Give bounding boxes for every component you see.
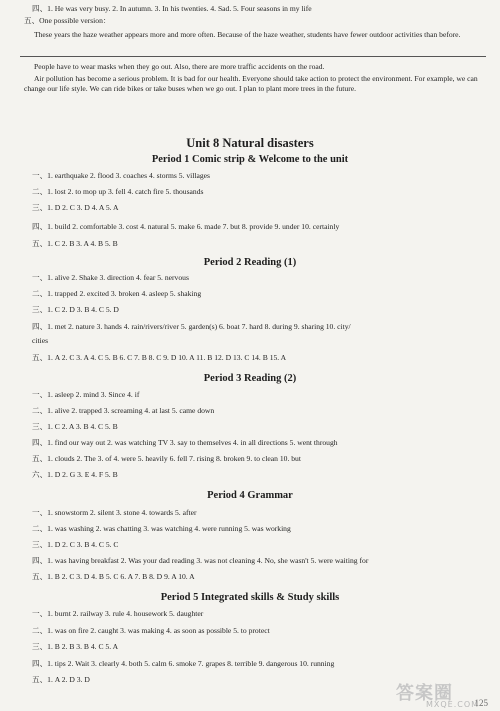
- p4-answer-1: 一、1. snowstorm 2. silent 3. stone 4. towards 5. after: [32, 508, 197, 517]
- period-3-title: Period 3 Reading (2): [203, 373, 297, 384]
- p4-answer-5: 五、1. B 2. C 3. D 4. B 5. C 6. A 7. B 8. D 9. A 10. A: [32, 572, 195, 581]
- p5-answer-2: 二、1. was on fire 2. caught 3. was making 4. as soon as possible 5. to protect: [32, 626, 270, 635]
- p3-answer-6: 六、1. D 2. G 3. E 4. F 5. B: [32, 470, 118, 479]
- p1-answer-3: 三、1. D 2. C 3. D 4. A 5. A: [32, 203, 119, 212]
- p3-answer-2: 二、1. alive 2. trapped 3. screaming 4. at last 5. came down: [32, 406, 215, 415]
- separator-rule: [20, 56, 486, 57]
- essay-paragraph-3: Air pollution has become a serious problem. It is bad for our health. Everyone should take action to protect the environment. For example, we can change our life style. We can ride bikes or take buses when we go out. I plan to plant more trees in the future.: [24, 74, 478, 93]
- p2-answer-2: 二、1. trapped 2. excited 3. broken 4. asleep 5. shaking: [32, 289, 202, 298]
- page-number: 125: [474, 698, 488, 708]
- period-1-title: Period 1 Comic strip & Welcome to the unit: [151, 154, 349, 165]
- p1-answer-2: 二、1. lost 2. to mop up 3. fell 4. catch fire 5. thousands: [32, 187, 204, 196]
- answer-line-five-heading: 五、One possible version：: [24, 16, 111, 25]
- essay-paragraph-2: People have to wear masks when they go out. Also, there are more traffic accidents on the road.: [34, 62, 325, 71]
- unit-title: Unit 8 Natural disasters: [186, 136, 314, 150]
- p2-answer-1: 一、1. alive 2. Shake 3. direction 4. fear 5. nervous: [32, 273, 189, 282]
- p3-answer-1: 一、1. asleep 2. mind 3. Since 4. if: [32, 390, 140, 399]
- period-5-title: Period 5 Integrated skills & Study skills: [160, 592, 340, 603]
- p1-answer-4: 四、1. build 2. comfortable 3. cost 4. natural 5. make 6. made 7. but 8. provide 9. under 10. certainly: [32, 222, 340, 231]
- p5-answer-1: 一、1. burnt 2. railway 3. rule 4. housework 5. daughter: [32, 609, 204, 618]
- p1-answer-5: 五、1. C 2. B 3. A 4. B 5. B: [32, 239, 118, 248]
- p5-answer-3: 三、1. B 2. B 3. B 4. C 5. A: [32, 642, 119, 651]
- p3-answer-4: 四、1. find our way out 2. was watching TV 3. say to themselves 4. in all directions 5. went through: [32, 438, 338, 447]
- p2-answer-5: 五、1. A 2. C 3. A 4. C 5. B 6. C 7. B 8. C 9. D 10. A 11. B 12. D 13. C 14. B 15. A: [32, 353, 287, 362]
- p5-answer-5: 五、1. A 2. D 3. D: [32, 675, 90, 684]
- watermark-mark: 答案圈: [396, 683, 453, 704]
- answer-line-four: 四、1. He was very busy. 2. In autumn. 3. In his twenties. 4. Sad. 5. Four seasons in my life: [32, 4, 312, 13]
- watermark-url: MXQE.COM: [426, 700, 480, 709]
- p3-answer-3: 三、1. C 2. A 3. B 4. C 5. B: [32, 422, 118, 431]
- p4-answer-4: 四、1. was having breakfast 2. Was your dad reading 3. was not cleaning 4. No, she wasn't 5. were waiting for: [32, 556, 369, 565]
- p2-answer-3: 三、1. C 2. D 3. B 4. C 5. D: [32, 305, 119, 314]
- period-2-title: Period 2 Reading (1): [203, 257, 297, 268]
- period-4-title: Period 4 Grammar: [207, 490, 293, 501]
- p4-answer-3: 三、1. D 2. C 3. B 4. C 5. C: [32, 540, 119, 549]
- p2-answer-4: 四、1. met 2. nature 3. hands 4. rain/rivers/river 5. garden(s) 6. boat 7. hard 8. during 9. sharing 10. city/: [32, 322, 351, 331]
- p1-answer-1: 一、1. earthquake 2. flood 3. coaches 4. storms 5. villages: [32, 171, 210, 180]
- p5-answer-4: 四、1. tips 2. Wait 3. clearly 4. both 5. calm 6. smoke 7. grapes 8. terrible 9. dangerous 10. running: [32, 659, 335, 668]
- essay-paragraph-1: These years the haze weather appears more and more often. Because of the haze weather, students have fewer outdoor activities than before.: [34, 30, 461, 39]
- p2-answer-4-continued: cities: [32, 336, 49, 345]
- p3-answer-5: 五、1. clouds 2. The 3. of 4. were 5. heavily 6. fell 7. rising 8. broken 9. to clean 10. but: [32, 454, 301, 463]
- p4-answer-2: 二、1. was washing 2. was chatting 3. was watching 4. were running 5. was working: [32, 524, 291, 533]
